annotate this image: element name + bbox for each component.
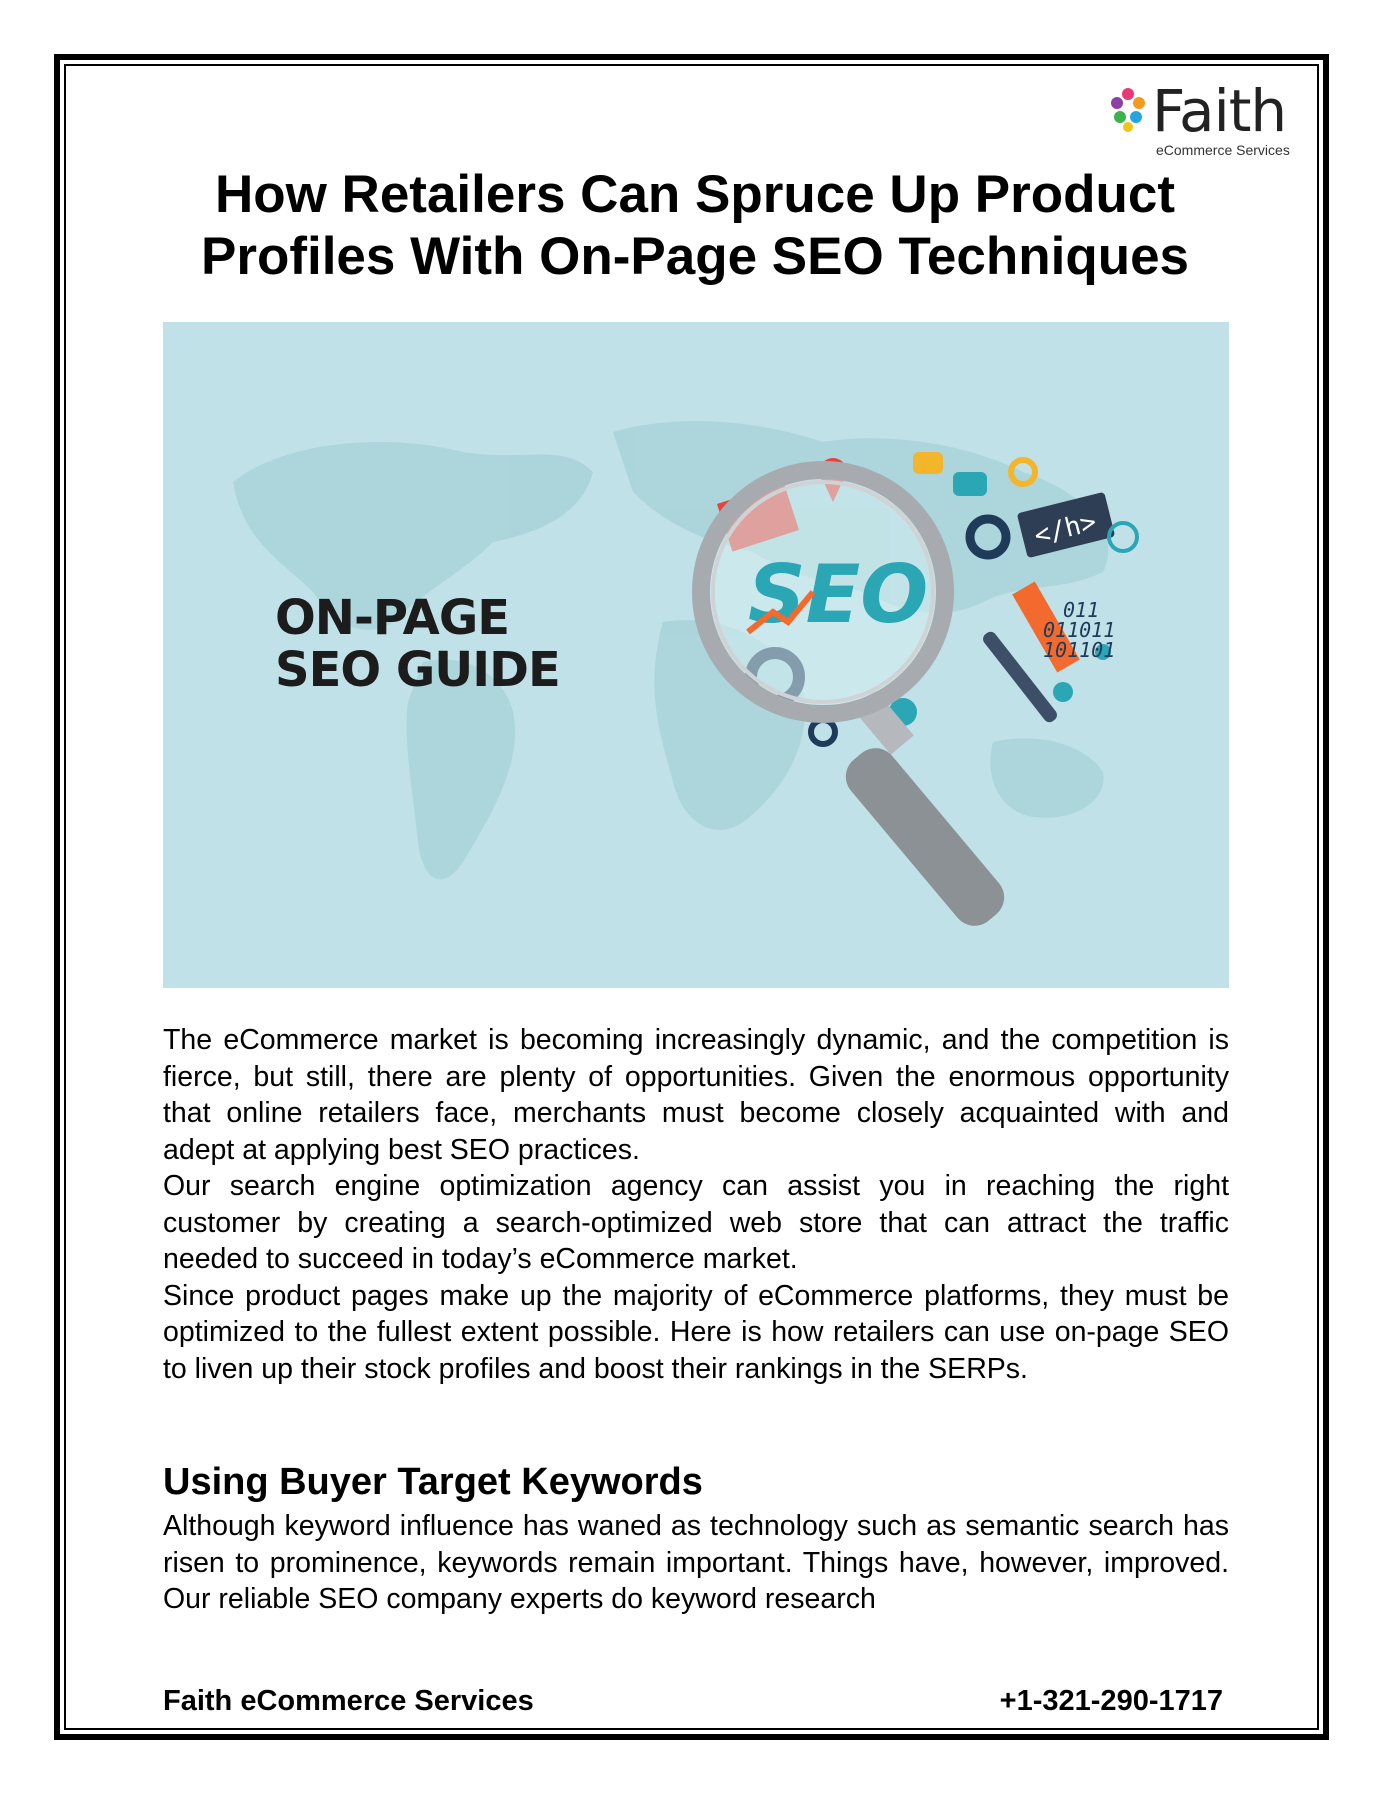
intro-paragraph-1: The eCommerce market is becoming increasingly dynamic, and the competition is fierce, but still, there are plenty of opportunities. Given the enormous opportunity that online retailers face, merchants must become closely acquainted with and adept at applying best SEO practices. (163, 1024, 1229, 1166)
page-title (120, 164, 1270, 288)
html-tag-text: </h> (1031, 507, 1100, 552)
intro-paragraph-2: Our search engine optimization agency can assist you in reaching the right customer by creating a search-optimized web store that can attract the traffic needed to succeed in today’s eCommerce market. (163, 1170, 1229, 1275)
intro-body (163, 1022, 1229, 1387)
lens-seo-text: SEO (748, 548, 929, 641)
section-heading: Using Buyer Target Keywords (163, 1461, 703, 1503)
flower-icon (1108, 86, 1148, 142)
hero-label-line-1: ON-PAGE (275, 590, 510, 646)
binary-line-3: 101101 (1043, 638, 1116, 662)
footer-company: Faith eCommerce Services (163, 1685, 534, 1717)
logo-wordmark: Faith (1152, 77, 1287, 145)
hero-label (275, 592, 560, 696)
section-paragraph: Although keyword influence has waned as technology such as semantic search has risen to prominence, keywords remain important. Things have, however, improved. Our reliable SEO company experts do keyword research (163, 1510, 1229, 1615)
faith-logo (1108, 77, 1308, 160)
footer-phone: +1-321-290-1717 (999, 1685, 1223, 1717)
hero-label-line-2: SEO GUIDE (275, 642, 560, 698)
title-line-2: Profiles With On-Page SEO Techniques (200, 227, 1190, 286)
binary-line-2: 011011 (1043, 618, 1116, 642)
logo-subtitle: eCommerce Services (1156, 142, 1290, 158)
binary-line-1: 011 (1063, 598, 1100, 622)
hero-image (163, 322, 1229, 988)
title-line-1: How Retailers Can Spruce Up Product (214, 165, 1176, 224)
intro-paragraph-3: Since product pages make up the majority of eCommerce platforms, they must be optimized to the fullest extent possible. Here is how retailers can use on-page SEO to liven up their stock profiles and boost their rankings in the SERPs. (163, 1279, 1229, 1385)
